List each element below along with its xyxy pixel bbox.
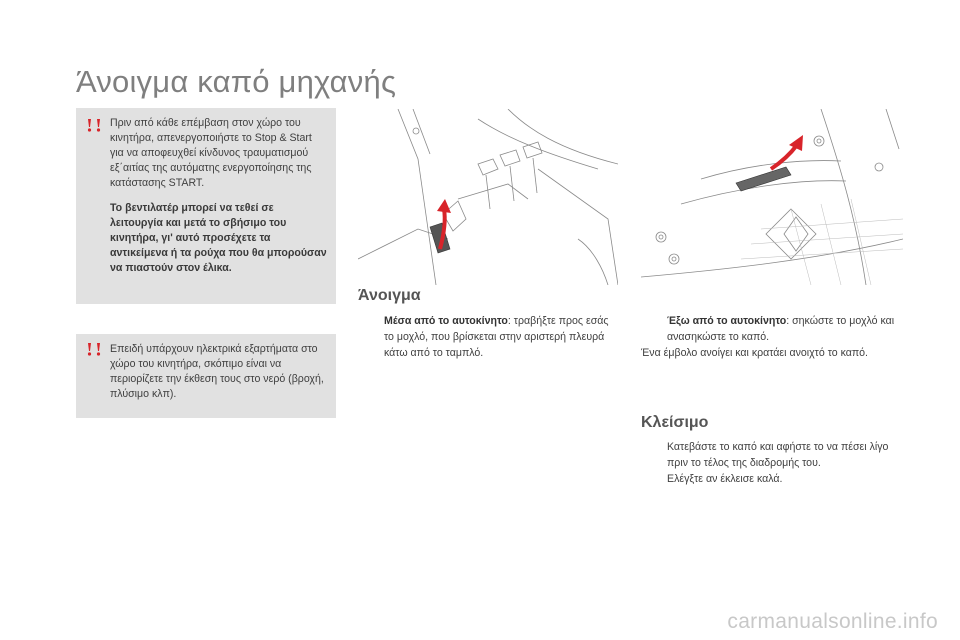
item-text: : τραβήξτε προς εσάς το μοχλό, που βρίσκεται στην αριστερή πλευρά κάτω από το ταμπλό. <box>384 315 609 359</box>
item-label: Έξω από το αυτοκίνητο <box>667 315 787 327</box>
list-item-outside <box>641 313 903 345</box>
exterior-lever-illustration <box>641 109 903 285</box>
warning-icon <box>85 118 103 132</box>
item-text: Ελέγξτε αν έκλεισε καλά. <box>667 473 783 485</box>
warning-box-water <box>76 334 336 418</box>
warning-icon <box>85 342 103 356</box>
item-text: : σηκώστε το μοχλό και ανασηκώστε το καπό. <box>667 315 895 343</box>
list-item <box>641 471 903 487</box>
warning-text: Πριν από κάθε επέμβαση στον χώρο του κινητήρα, απενεργοποιήστε το Stop & Start για να αποφευχθεί κίνδυνος τραυματισμού εξ΄αιτίας της αυτόματης ενεργοποίησης της κατάστασης START. <box>110 117 312 189</box>
interior-lever-illustration <box>358 109 618 285</box>
section-heading-opening: Άνοιγμα <box>358 287 421 304</box>
list-item-inside <box>358 313 618 361</box>
warning-text: Επειδή υπάρχουν ηλεκτρικά εξαρτήματα στο χώρο του κινητήρα, σκόπιμο είναι να περιορίζετε την έκθεση τους στο νερό (βροχή, πλύσιμο κλπ). <box>110 343 324 400</box>
arrow-icon <box>771 145 797 169</box>
watermark: carmanualsonline.info <box>727 610 938 633</box>
page-title: Άνοιγμα καπό μηχανής <box>76 64 397 99</box>
item-text: Κατεβάστε το καπό και αφήστε το να πέσει λίγο πριν το τέλος της διαδρομής του. <box>667 441 889 469</box>
section-heading-closing: Κλείσιμο <box>641 414 709 431</box>
item-label: Μέσα από το αυτοκίνητο <box>384 315 508 327</box>
arrow-head-icon <box>437 199 451 213</box>
note-text: Ένα έμβολο ανοίγει και κρατάει ανοιχτό το καπό. <box>641 347 869 359</box>
list-item <box>641 439 903 471</box>
warning-box-stop-start <box>76 108 336 304</box>
warning-text-bold: Το βεντιλατέρ μπορεί να τεθεί σε λειτουργία και μετά το σβήσιμο του κινητήρα, γι' αυτό προσέχετε τα αντικείμενα ή τα ρούχα που θα μπορούσαν να πιαστούν στον έλικα. <box>110 202 327 274</box>
